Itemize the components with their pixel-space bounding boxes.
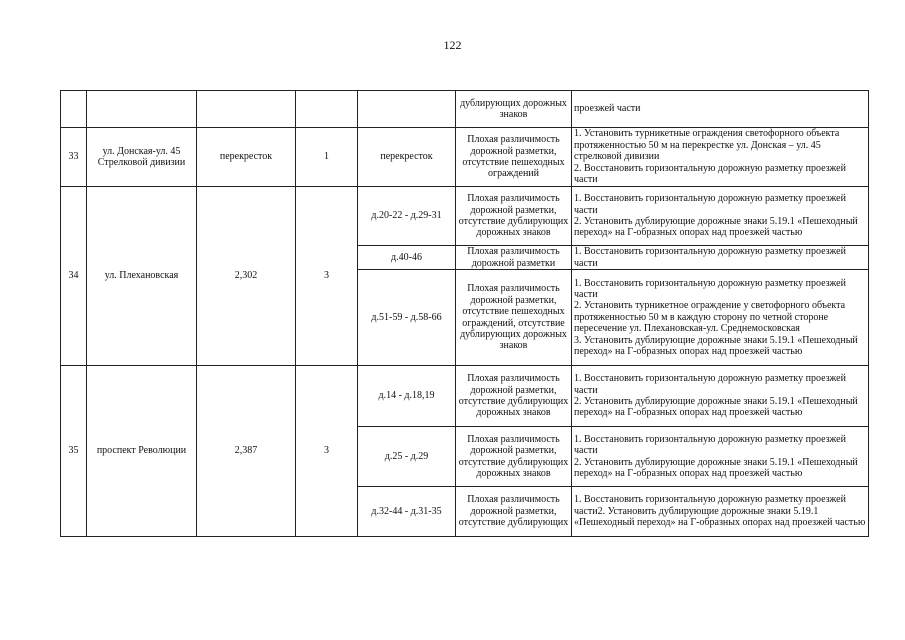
action-cell: проезжей части [572, 91, 869, 128]
page-number: 122 [443, 38, 462, 52]
empty-cell [87, 91, 197, 128]
action-cell: 1. Восстановить горизонтальную дорожную разметку проезжей части 2. Установить дублирующие дорожные знаки 5.19.1 «Пешеходный переход» на Г-образных опорах над проезжей частью [572, 187, 869, 246]
street-cell: ул. Донская-ул. 45 Стрелковой дивизии [87, 128, 197, 187]
count-cell: 1 [296, 128, 358, 187]
action-cell: 1. Восстановить горизонтальную дорожную разметку проезжей части 2. Установить дублирующие дорожные знаки 5.19.1 «Пешеходный переход» на Г-образных опорах над проезжей частью [572, 427, 869, 487]
address-cell: д.14 - д.18,19 [358, 366, 456, 427]
street-cell: ул. Плехановская [87, 187, 197, 366]
action-cell: 1. Восстановить горизонтальную дорожную разметку проезжей части2. Установить дублирующие дорожные знаки 5.19.1 «Пешеходный переход» на Г-образных опорах над проезжей частью [572, 487, 869, 537]
action-cell: 1. Установить турникетные ограждения светофорного объекта протяженностью 50 м на перекрестке ул. Донская – ул. 45 стрелковой дивизии 2. Восстановить горизонтальную дорожную разметку проезжей части [572, 128, 869, 187]
issue-cell: Плохая различимость дорожной разметки, отсутствие пешеходных ограждений, отсутствие дублирующих дорожных знаков [456, 270, 572, 366]
issue-cell: Плохая различимость дорожной разметки, отсутствие дублирующих [456, 487, 572, 537]
row-number: 34 [61, 187, 87, 366]
table-row [61, 91, 869, 128]
empty-cell [296, 91, 358, 128]
address-cell: д.20-22 - д.29-31 [358, 187, 456, 246]
address-cell: д.32-44 - д.31-35 [358, 487, 456, 537]
length-cell: 2,387 [197, 366, 296, 537]
address-cell: перекресток [358, 128, 456, 187]
issue-cell: Плохая различимость дорожной разметки, отсутствие дублирующих дорожных знаков [456, 427, 572, 487]
action-cell: 1. Восстановить горизонтальную дорожную разметку проезжей части [572, 246, 869, 270]
table-row [61, 187, 869, 246]
address-cell: д.25 - д.29 [358, 427, 456, 487]
count-cell: 3 [296, 366, 358, 537]
street-cell: проспект Революции [87, 366, 197, 537]
row-number: 35 [61, 366, 87, 537]
issue-cell: Плохая различимость дорожной разметки, отсутствие дублирующих дорожных знаков [456, 187, 572, 246]
count-cell: 3 [296, 187, 358, 366]
empty-cell [358, 91, 456, 128]
issue-cell: Плохая различимость дорожной разметки [456, 246, 572, 270]
issue-cell: Плохая различимость дорожной разметки, отсутствие дублирующих дорожных знаков [456, 366, 572, 427]
address-cell: д.51-59 - д.58-66 [358, 270, 456, 366]
empty-cell [197, 91, 296, 128]
issue-cell: дублирующих дорожных знаков [456, 91, 572, 128]
length-cell: 2,302 [197, 187, 296, 366]
address-cell: д.40-46 [358, 246, 456, 270]
action-cell: 1. Восстановить горизонтальную дорожную разметку проезжей части 2. Установить турникетное ограждение у светофорного объекта протяженностью 50 м в каждую сторону по четной стороне пересечение ул. Плехановская-ул. Среднемосковская 3. Установить дублирующие дорожные знаки 5.19.1 «Пешеходный переход» на Г-образных опорах над проезжей частью [572, 270, 869, 366]
empty-cell [61, 91, 87, 128]
table-row [61, 128, 869, 187]
row-number: 33 [61, 128, 87, 187]
issue-cell: Плохая различимость дорожной разметки, отсутствие пешеходных ограждений [456, 128, 572, 187]
road-defects-table [60, 90, 869, 537]
action-cell: 1. Восстановить горизонтальную дорожную разметку проезжей части 2. Установить дублирующие дорожные знаки 5.19.1 «Пешеходный переход» на Г-образных опорах над проезжей частью [572, 366, 869, 427]
length-cell: перекресток [197, 128, 296, 187]
table-row [61, 366, 869, 427]
